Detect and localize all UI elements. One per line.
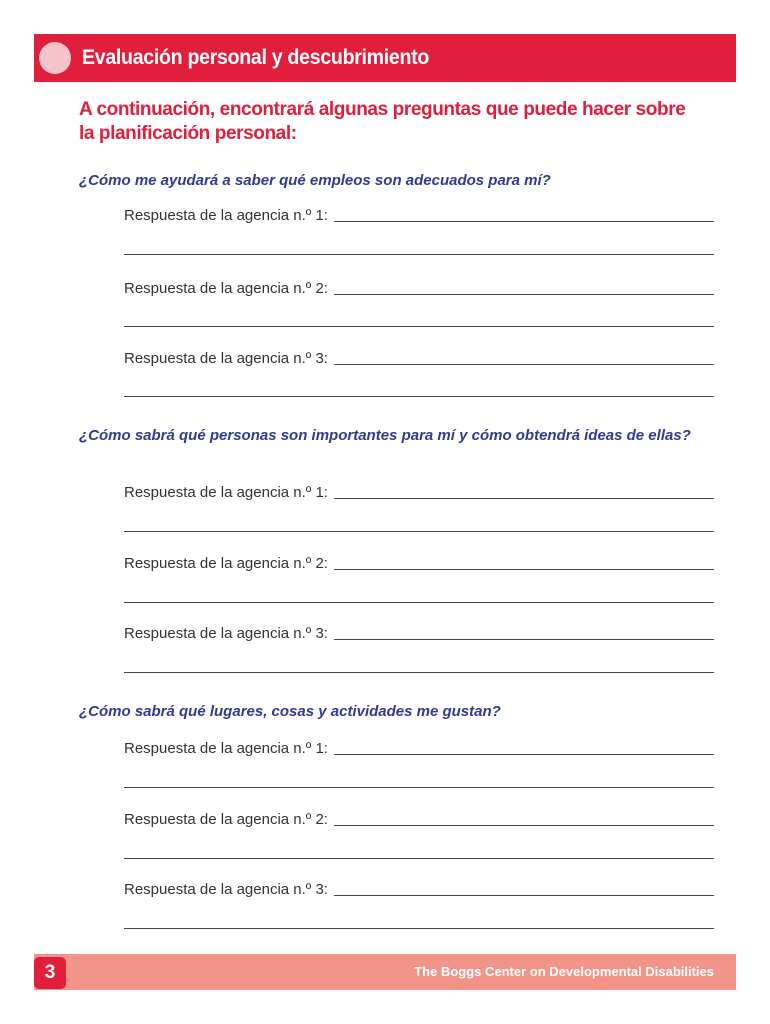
response-label: Respuesta de la agencia n.º 1:	[124, 740, 328, 757]
response-label: Respuesta de la agencia n.º 3:	[124, 625, 328, 642]
answer-line[interactable]	[334, 497, 714, 499]
footer-organization: The Boggs Center on Developmental Disabilities	[414, 964, 714, 979]
question-2: ¿Cómo sabrá qué personas son importantes para mí y cómo obtendrá ideas de ellas?	[79, 427, 691, 444]
response-row-3-3[interactable]	[124, 877, 714, 899]
answer-line[interactable]	[334, 894, 714, 896]
response-label: Respuesta de la agencia n.º 2:	[124, 280, 328, 297]
answer-line[interactable]	[334, 363, 714, 365]
response-row-3-2[interactable]	[124, 807, 714, 829]
answer-line[interactable]	[334, 824, 714, 826]
answer-line[interactable]	[334, 293, 714, 295]
answer-line-continuation[interactable]	[124, 531, 714, 532]
response-row-1-3[interactable]	[124, 346, 714, 368]
answer-line[interactable]	[334, 638, 714, 640]
response-label: Respuesta de la agencia n.º 3:	[124, 350, 328, 367]
answer-line[interactable]	[334, 568, 714, 570]
answer-line-continuation[interactable]	[124, 254, 714, 255]
answer-line[interactable]	[334, 753, 714, 755]
answer-line-continuation[interactable]	[124, 858, 714, 859]
answer-line-continuation[interactable]	[124, 326, 714, 327]
answer-line-continuation[interactable]	[124, 672, 714, 673]
response-label: Respuesta de la agencia n.º 3:	[124, 881, 328, 898]
answer-line-continuation[interactable]	[124, 602, 714, 603]
response-row-3-1[interactable]	[124, 736, 714, 758]
answer-line-continuation[interactable]	[124, 396, 714, 397]
header-circle-icon	[39, 42, 71, 74]
answer-line-continuation[interactable]	[124, 787, 714, 788]
response-row-2-2[interactable]	[124, 551, 714, 573]
page-title: Evaluación personal y descubrimiento	[82, 46, 430, 69]
question-1: ¿Cómo me ayudará a saber qué empleos son adecuados para mí?	[79, 172, 551, 189]
response-row-2-1[interactable]	[124, 480, 714, 502]
question-3: ¿Cómo sabrá qué lugares, cosas y actividades me gustan?	[79, 703, 501, 720]
response-label: Respuesta de la agencia n.º 2:	[124, 555, 328, 572]
answer-line[interactable]	[334, 220, 714, 222]
response-label: Respuesta de la agencia n.º 1:	[124, 207, 328, 224]
intro-text: A continuación, encontrará algunas preguntas que puede hacer sobre la planificación personal:	[79, 99, 686, 144]
page-number: 3	[34, 957, 66, 989]
response-label: Respuesta de la agencia n.º 1:	[124, 484, 328, 501]
answer-line-continuation[interactable]	[124, 928, 714, 929]
response-row-1-1[interactable]	[124, 203, 714, 225]
response-label: Respuesta de la agencia n.º 2:	[124, 811, 328, 828]
response-row-2-3[interactable]	[124, 621, 714, 643]
response-row-1-2[interactable]	[124, 276, 714, 298]
